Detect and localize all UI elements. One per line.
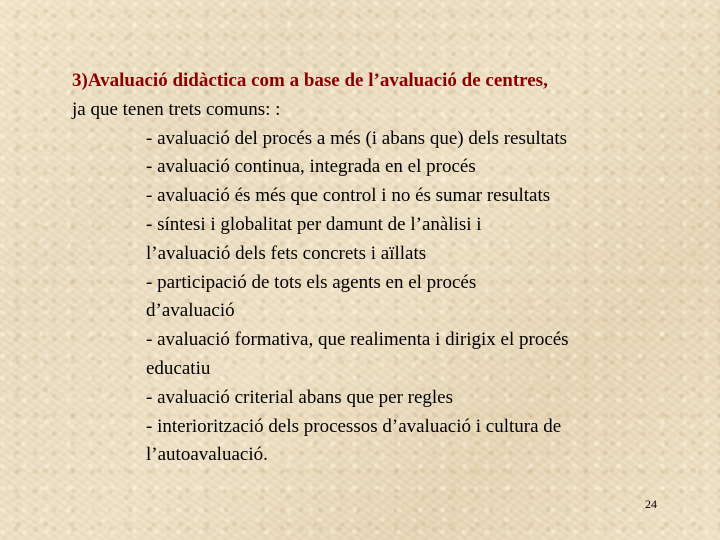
page-number: 24 <box>645 497 657 511</box>
bullet-line: - interiorització dels processos d’avaluació i cultura de <box>146 415 562 437</box>
bullet-line: l’autoavaluació. <box>146 444 268 466</box>
slide-content <box>72 67 692 470</box>
bullet-line: - participació de tots els agents en el procés <box>146 271 477 293</box>
bullet-line: d’avaluació <box>146 300 235 322</box>
intro-text: ja que tenen trets comuns: : <box>72 98 281 120</box>
bullet-line: - avaluació criterial abans que per regles <box>146 386 454 408</box>
bullet-line: - avaluació del procés a més (i abans que) dels resultats <box>146 127 568 149</box>
bullet-line: l’avaluació dels fets concrets i aïllats <box>146 242 427 264</box>
slide-heading: 3)Avaluació didàctica com a base de l’avaluació de centres, <box>72 70 548 91</box>
bullet-line: - avaluació continua, integrada en el procés <box>146 156 476 178</box>
bullet-line: - avaluació formativa, que realimenta i dirigix el procés <box>146 329 569 351</box>
bullet-line: educatiu <box>146 357 211 379</box>
bullet-line: - avaluació és més que control i no és sumar resultats <box>146 185 551 207</box>
bullet-list <box>72 125 692 471</box>
bullet-line: - síntesi i globalitat per damunt de l’anàlisi i <box>146 213 482 235</box>
